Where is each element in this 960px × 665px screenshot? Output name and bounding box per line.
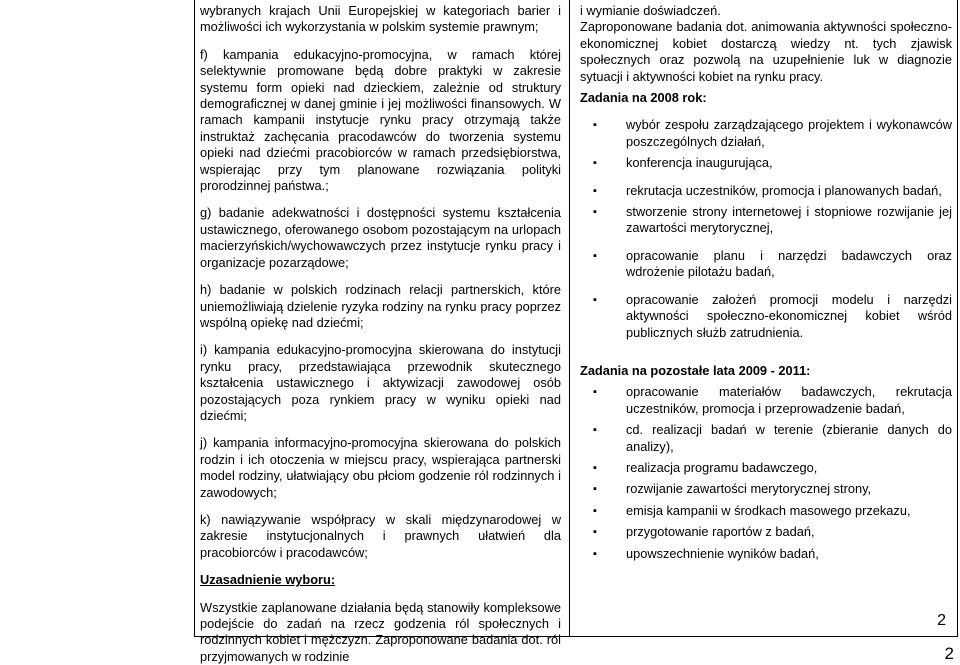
bullet-icon: ▪: [593, 184, 597, 197]
list-item: ▪ stworzenie strony internetowej i stopniowe rozwijanie jej zawartości merytorycznej,: [593, 204, 952, 236]
left-paragraph-intro: wybranych krajach Unii Europejskiej w kategoriach barier i możliwości ich wykorzystania w polskim systemie prawnym;: [200, 3, 561, 35]
bullet-icon: ▪: [593, 119, 597, 132]
right-intro-paragraph: Zaproponowane badania dot. animowania aktywności społeczno-ekonomicznej kobiet dostarczą wiedzy nt. tych zjawisk społecznych oraz pozwolą na uzupełnienie luk w diagnozie sytuacji i aktywności kobiet na rynku pracy.: [580, 19, 952, 84]
justification-heading: Uzasadnienie wyboru:: [200, 572, 336, 588]
bullet-icon: ▪: [593, 424, 597, 437]
left-paragraph-g: g) badanie adekwatności i dostępności systemu kształcenia ustawicznego, oferowanego osobom pozostającym na urlopach macierzyńskich/wychowawczych przez instytucje rynku pracy i organizacje pozarządowe;: [200, 205, 561, 270]
bullet-icon: ▪: [593, 504, 597, 517]
left-paragraph-f: f) kampania edukacyjno-promocyjna, w ramach której selektywnie promowane będą dobre praktyki w zakresie systemu form opieki nad dzieckiem, zależnie od struktury demograficznej w danej gminie i jej możliwości finansowych. W ramach kampanii instytucje rynku pracy otrzymają także instruktaż zachęcania pracodawców do tworzenia systemu opieki nad dziećmi pracobiorców w ramach przedsiębiorstwa, wspierając przy tym planowane rozwiązania polityki prorodzinnej państwa.;: [200, 46, 561, 194]
tasks-2008-list: [580, 117, 952, 340]
justification-text: Wszystkie zaplanowane działania będą stanowiły kompleksowe podejście do zadań na rzecz godzenia ról społecznych i rodzinnych kobiet i mężczyzn. Zaproponowane badania dot. ról przyjmowanych w rodzinie: [200, 599, 561, 664]
outer-page-number: 2: [944, 644, 954, 663]
right-column: [580, 3, 952, 562]
list-item: ▪ rozwijanie zawartości merytorycznej strony,: [593, 481, 872, 497]
table-border-left: [194, 0, 195, 637]
list-item: ▪ opracowanie planu i narzędzi badawczych oraz wdrożenie pilotażu badań,: [593, 247, 952, 280]
bullet-icon: ▪: [593, 206, 597, 219]
list-item: ▪ cd. realizacji badań w terenie (zbieranie danych do analizy),: [593, 422, 952, 454]
inner-page-number: 2: [937, 612, 946, 629]
table-column-divider: [569, 0, 570, 637]
list-item: ▪ konferencja inaugurująca,: [593, 155, 773, 171]
left-paragraph-k: k) nawiązywanie współpracy w skali międzynarodowej w zakresie instytucjonalnych i prawnych ułatwień dla pracobiorców i pracodawców;: [200, 511, 561, 560]
bullet-icon: ▪: [593, 249, 597, 262]
list-item: ▪ rekrutacja uczestników, promocja i planowanych badań,: [593, 182, 942, 198]
left-paragraph-j: j) kampania informacyjno-promocyjna skierowana do polskich rodzin i ich otoczenia w miejscu pracy, wspierająca partnerski model rodziny, ułatwiający obu płciom godzenie ról rodzinnych i zawodowych;: [200, 435, 561, 500]
list-item: ▪ wybór zespołu zarządzającego projektem i wykonawców poszczególnych działań,: [593, 117, 952, 149]
list-item: ▪ emisja kampanii w środkach masowego przekazu,: [593, 502, 911, 518]
bullet-icon: ▪: [593, 526, 597, 539]
list-item: ▪ upowszechnienie wyników badań,: [593, 545, 819, 561]
bullet-icon: ▪: [593, 483, 597, 496]
right-intro-line: i wymianie doświadczeń.: [580, 3, 721, 18]
tasks-rest-list: [580, 384, 952, 562]
table-border-right: [957, 0, 958, 637]
left-paragraph-i: i) kampania edukacyjno-promocyjna skierowana do instytucji rynku pracy, przedstawiająca przewodnik skutecznego kształcenia ustawicznego i aktywizacji zawodowej osób pozostających poza rynkiem pracy w wyniku opieki nad dziećmi;: [200, 342, 561, 423]
bullet-icon: ▪: [593, 386, 597, 399]
list-item: ▪ przygotowanie raportów z badań,: [593, 524, 815, 540]
tasks-2008-heading: Zadania na 2008 rok:: [580, 90, 707, 106]
bullet-icon: ▪: [593, 293, 597, 306]
list-item: ▪ opracowanie materiałów badawczych, rekrutacja uczestników, promocja i przeprowadzenie badań,: [593, 384, 952, 416]
list-item: ▪ opracowanie założeń promocji modelu i narzędzi aktywności społeczno-ekonomicznej kobiet wśród publicznych służb zatrudnienia.: [593, 291, 952, 340]
list-item: ▪ realizacja programu badawczego,: [593, 459, 818, 475]
left-column: [200, 3, 561, 665]
tasks-rest-heading: Zadania na pozostałe lata 2009 - 2011:: [580, 362, 811, 378]
bullet-icon: ▪: [593, 461, 597, 474]
bullet-icon: ▪: [593, 547, 597, 560]
left-paragraph-h: h) badanie w polskich rodzinach relacji partnerskich, które uniemożliwiają dzielenie ryzyka rodziny na rynku pracy poprzez wspólną opiekę nad dziećmi;: [200, 282, 561, 330]
bullet-icon: ▪: [593, 157, 597, 170]
